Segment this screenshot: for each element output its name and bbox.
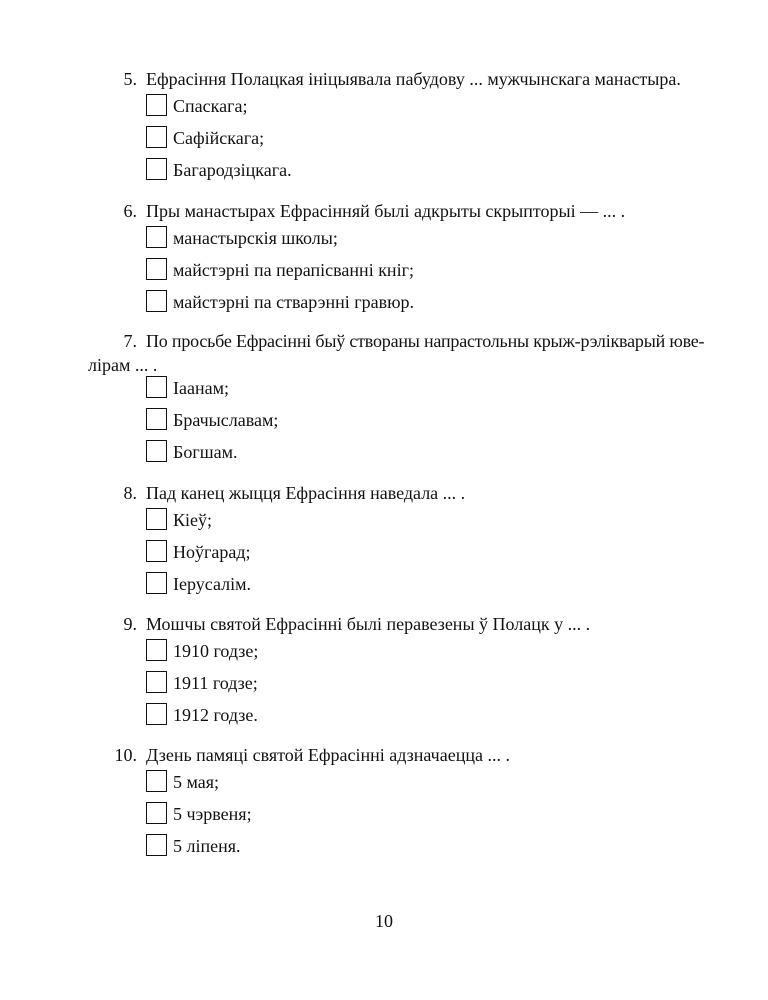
question-text: Пры манастырах Ефрасінняй былі адкрыты скрыпторыі — ... . xyxy=(146,201,626,221)
checkbox[interactable] xyxy=(146,408,167,430)
question-text: Мошчы святой Ефрасінні былі перавезены ў Полацк у ... . xyxy=(146,614,591,634)
option-label: майстэрні па стварэнні гравюр. xyxy=(173,292,415,312)
option-label: 5 ліпеня. xyxy=(173,836,241,856)
option-label: Багародзіцкага. xyxy=(173,160,292,180)
option-label: Кіеў; xyxy=(173,510,212,530)
question-number: 9. xyxy=(123,614,137,634)
option-label: Брачыславам; xyxy=(173,410,279,430)
question-number: 8. xyxy=(123,483,137,503)
checkbox[interactable] xyxy=(146,508,167,530)
option-label: Іаанам; xyxy=(173,378,229,398)
question-number: 10. xyxy=(114,745,137,765)
checkbox[interactable] xyxy=(146,639,167,661)
checkbox[interactable] xyxy=(146,126,167,148)
option-label: Богшам. xyxy=(173,442,238,462)
question-number: 6. xyxy=(123,201,137,221)
option-label: Іерусалім. xyxy=(173,574,251,594)
option-label: Ноўгарад; xyxy=(173,542,251,562)
checkbox[interactable] xyxy=(146,770,167,792)
checkbox[interactable] xyxy=(146,376,167,398)
option-label: Спаскага; xyxy=(173,96,248,116)
option-label: манастырскія школы; xyxy=(173,228,338,248)
checkbox[interactable] xyxy=(146,94,167,116)
option-label: 1911 годзе; xyxy=(173,673,258,693)
question-text: Дзень памяці святой Ефрасінні адзначаецца ... . xyxy=(146,745,510,765)
checkbox[interactable] xyxy=(146,703,167,725)
checkbox[interactable] xyxy=(146,802,167,824)
checkbox[interactable] xyxy=(146,158,167,180)
question-number: 7. xyxy=(123,331,137,351)
option-label: 1910 годзе; xyxy=(173,641,259,661)
option-label: майстэрні па перапісванні кніг; xyxy=(173,260,414,280)
option-label: 5 чэрвеня; xyxy=(173,804,252,824)
option-label: Сафійскага; xyxy=(173,128,265,148)
page-number: 10 xyxy=(375,911,393,931)
question-text: Пад канец жыцця Ефрасіння наведала ... . xyxy=(146,483,466,503)
checkbox[interactable] xyxy=(146,290,167,312)
question-text-continued: лірам ... . xyxy=(88,355,158,375)
checkbox[interactable] xyxy=(146,834,167,856)
checkbox[interactable] xyxy=(146,258,167,280)
question-text: По просьбе Ефрасінні быў створаны напрастольны крыж-рэлікварый юве- xyxy=(146,331,705,351)
checkbox[interactable] xyxy=(146,572,167,594)
checkbox[interactable] xyxy=(146,440,167,462)
checkbox[interactable] xyxy=(146,226,167,248)
option-label: 1912 годзе. xyxy=(173,705,258,725)
question-number: 5. xyxy=(123,69,137,89)
question-text: Ефрасіння Полацкая ініцыявала пабудову ... мужчынскага манастыра. xyxy=(146,69,681,89)
checkbox[interactable] xyxy=(146,540,167,562)
checkbox[interactable] xyxy=(146,671,167,693)
option-label: 5 мая; xyxy=(173,772,220,792)
